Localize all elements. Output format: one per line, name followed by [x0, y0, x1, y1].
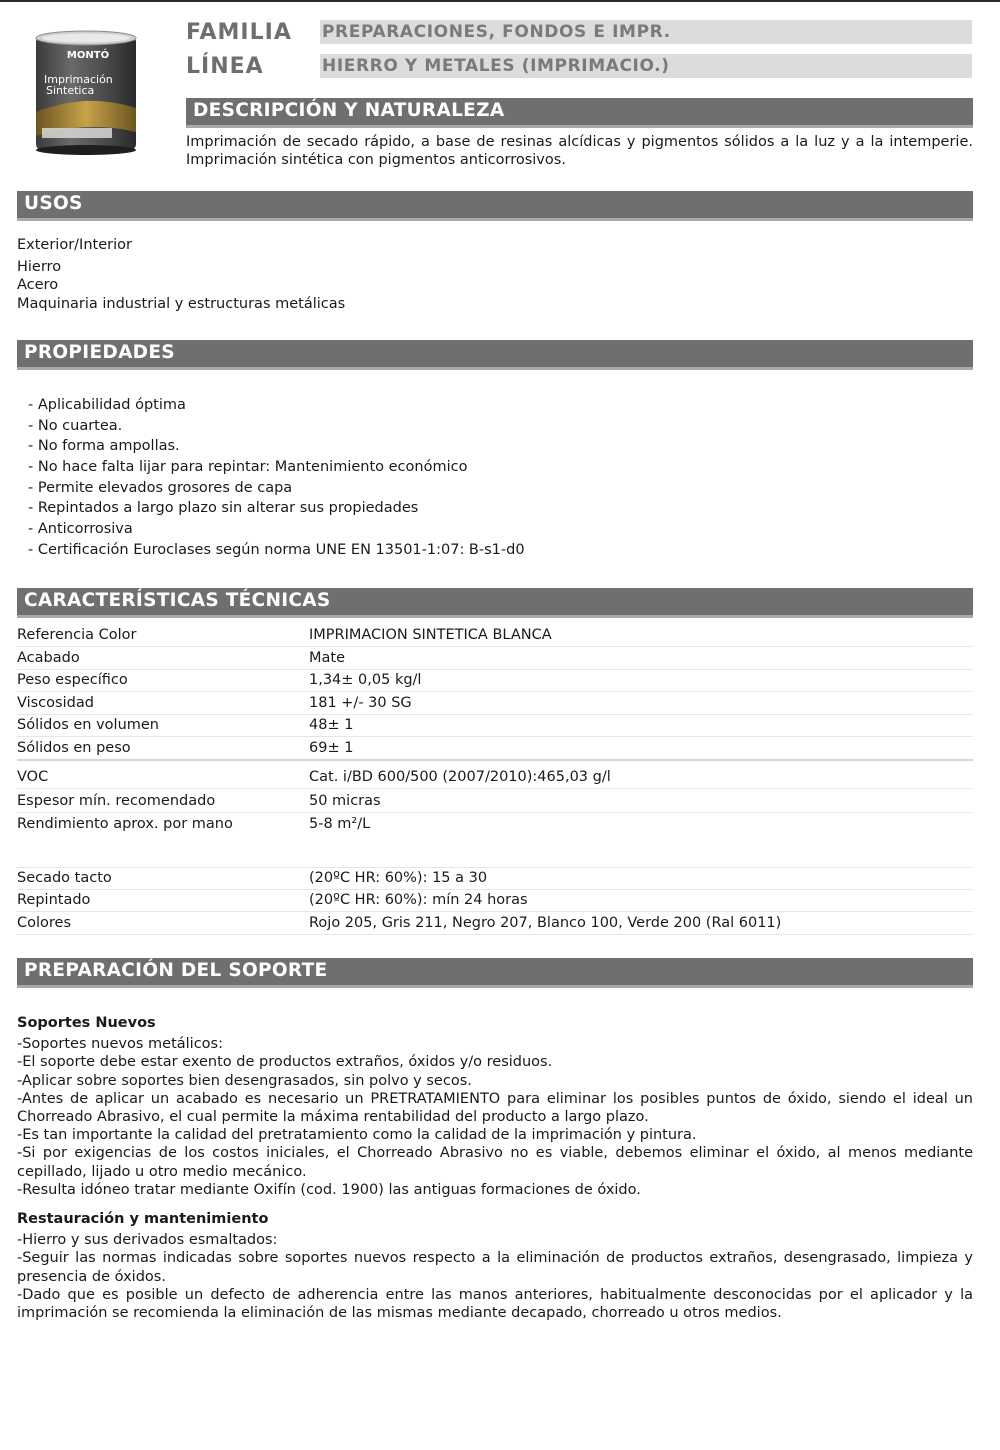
- tech-value: Rojo 205, Gris 211, Negro 207, Blanco 100, Verde 200 (Ral 6011): [309, 915, 782, 931]
- propiedades-title: PROPIEDADES: [24, 342, 175, 363]
- restauracion-title: Restauración y mantenimiento: [17, 1211, 269, 1227]
- tech-row: [17, 790, 973, 813]
- soportes-nuevos-line: -Antes de aplicar un acabado es necesario un PRETRATAMIENTO para eliminar los posibles puntos de óxido, siendo el ideal un Chorreado Abrasivo, el cual permite la máxima rentabilidad del producto a largo plazo.: [17, 1090, 973, 1126]
- soportes-nuevos-line: -Aplicar sobre soportes bien desengrasados, sin polvo y secos.: [17, 1072, 472, 1089]
- soportes-nuevos-line: -Soportes nuevos metálicos:: [17, 1036, 223, 1053]
- tech-row: [17, 714, 973, 737]
- usos-item: Exterior/Interior: [17, 237, 132, 253]
- tech-key: Repintado: [17, 892, 91, 908]
- propiedad-item: - Aplicabilidad óptima: [28, 397, 186, 413]
- soportes-nuevos-title: Soportes Nuevos: [17, 1015, 156, 1031]
- restauracion-line: -Dado que es posible un defecto de adherencia entre las manos anteriores, habitualmente desconocidas por el aplicador y la imprimación se recomienda la eliminación de las mismas mediante decapado, chorreado u otros medios.: [17, 1286, 973, 1322]
- tech-value: Cat. i/BD 600/500 (2007/2010):465,03 g/l: [309, 769, 611, 785]
- tech-row: [17, 813, 973, 835]
- preparacion-title: PREPARACIÓN DEL SOPORTE: [24, 960, 328, 981]
- usos-title: USOS: [24, 193, 83, 214]
- linea-value: HIERRO Y METALES (IMPRIMACIO.): [320, 54, 972, 78]
- tech-key: Rendimiento aprox. por mano: [17, 816, 233, 832]
- usos-item: Hierro: [17, 259, 62, 275]
- tech-value: Mate: [309, 650, 346, 666]
- descripcion-text: Imprimación de secado rápido, a base de resinas alcídicas y pigmentos sólidos a la luz y a la intemperie. Imprimación sintética con pigmentos anticorrosivos.: [186, 134, 973, 168]
- descripcion-title: DESCRIPCIÓN Y NATURALEZA: [193, 100, 505, 121]
- tech-value: 48± 1: [309, 717, 354, 733]
- soportes-nuevos-line: -Es tan importante la calidad del pretratamiento como la calidad de la imprimación y pintura.: [17, 1127, 697, 1144]
- linea-label: LÍNEA: [186, 54, 264, 79]
- product-can-image: [30, 28, 142, 158]
- tech-key: Referencia Color: [17, 627, 137, 643]
- tech-value: (20ºC HR: 60%): 15 a 30: [309, 870, 488, 886]
- usos-section-header: [17, 191, 973, 221]
- restauracion-block: [17, 1210, 973, 1322]
- can-brand: MONTÓ: [66, 50, 110, 61]
- tech-key: Espesor mín. recomendado: [17, 793, 216, 809]
- tech-key: Secado tacto: [17, 870, 112, 886]
- usos-item: Acero: [17, 277, 59, 293]
- familia-value: PREPARACIONES, FONDOS E IMPR.: [320, 20, 972, 44]
- tech-key: Acabado: [17, 650, 80, 666]
- tech-value: (20ºC HR: 60%): mín 24 horas: [309, 892, 528, 908]
- tecnicas-section-header: [17, 588, 973, 618]
- tech-value: 69± 1: [309, 740, 354, 756]
- tech-value: 181 +/- 30 SG: [309, 695, 412, 711]
- soportes-nuevos-line: -Si por exigencias de los costos iniciales, el Chorreado Abrasivo no es viable, debemos eliminar el óxido, al menos mediante cepillado, lijado u otro medio mecánico.: [17, 1145, 973, 1180]
- restauracion-line: -Seguir las normas indicadas sobre soportes nuevos respecto a la eliminación de productos extraños, desengrasado, limpieza y presencia de óxidos.: [17, 1250, 973, 1285]
- tech-key: Viscosidad: [17, 695, 94, 711]
- tech-key: VOC: [17, 769, 49, 785]
- propiedades-section-header: [17, 340, 973, 370]
- tech-key: Sólidos en volumen: [17, 717, 159, 733]
- tech-key: Sólidos en peso: [17, 740, 131, 756]
- top-rule: [0, 0, 1000, 2]
- propiedad-item: - No forma ampollas.: [28, 438, 180, 454]
- restauracion-line: -Hierro y sus derivados esmaltados:: [17, 1232, 278, 1249]
- tech-value: 5-8 m²/L: [309, 816, 371, 832]
- soportes-nuevos-line: -Resulta idóneo tratar mediante Oxifín (cod. 1900) las antiguas formaciones de óxido.: [17, 1181, 641, 1198]
- can-label-line1: Imprimación: [44, 73, 113, 86]
- tech-row: [17, 624, 973, 647]
- preparacion-section-header: [17, 958, 973, 988]
- tech-row: [17, 867, 973, 890]
- propiedad-item: - Certificación Euroclases según norma UNE EN 13501-1:07: B-s1-d0: [28, 542, 525, 558]
- tech-row: [17, 766, 973, 789]
- tech-row: [17, 647, 973, 670]
- soportes-nuevos-line: -El soporte debe estar exento de productos extraños, óxidos y/o residuos.: [17, 1054, 553, 1071]
- tech-value: 1,34± 0,05 kg/l: [309, 672, 422, 688]
- propiedad-item: - Repintados a largo plazo sin alterar sus propiedades: [28, 500, 419, 516]
- tech-row: [17, 737, 973, 761]
- tech-key: Peso específico: [17, 672, 128, 688]
- tech-row: [17, 889, 973, 912]
- propiedad-item: - Permite elevados grosores de capa: [28, 480, 293, 496]
- tech-row: [17, 692, 973, 715]
- soportes-nuevos-block: [17, 1014, 973, 1199]
- tech-value: 50 micras: [309, 793, 381, 809]
- descripcion-section-header: [186, 98, 973, 128]
- tech-row: [17, 669, 973, 692]
- tech-key: Colores: [17, 915, 72, 931]
- usos-item: Maquinaria industrial y estructuras metálicas: [17, 296, 346, 312]
- familia-label: FAMILIA: [186, 20, 292, 45]
- tech-spacer-row: [17, 845, 973, 868]
- tech-value: IMPRIMACION SINTETICA BLANCA: [309, 627, 552, 643]
- tech-row: [17, 912, 973, 935]
- propiedad-item: - No hace falta lijar para repintar: Mantenimiento económico: [28, 459, 468, 475]
- propiedad-item: - No cuartea.: [28, 418, 123, 434]
- propiedad-item: - Anticorrosiva: [28, 521, 133, 537]
- can-label-line2: Sintetica: [46, 84, 95, 97]
- tecnicas-title: CARACTERÍSTICAS TÉCNICAS: [24, 590, 331, 611]
